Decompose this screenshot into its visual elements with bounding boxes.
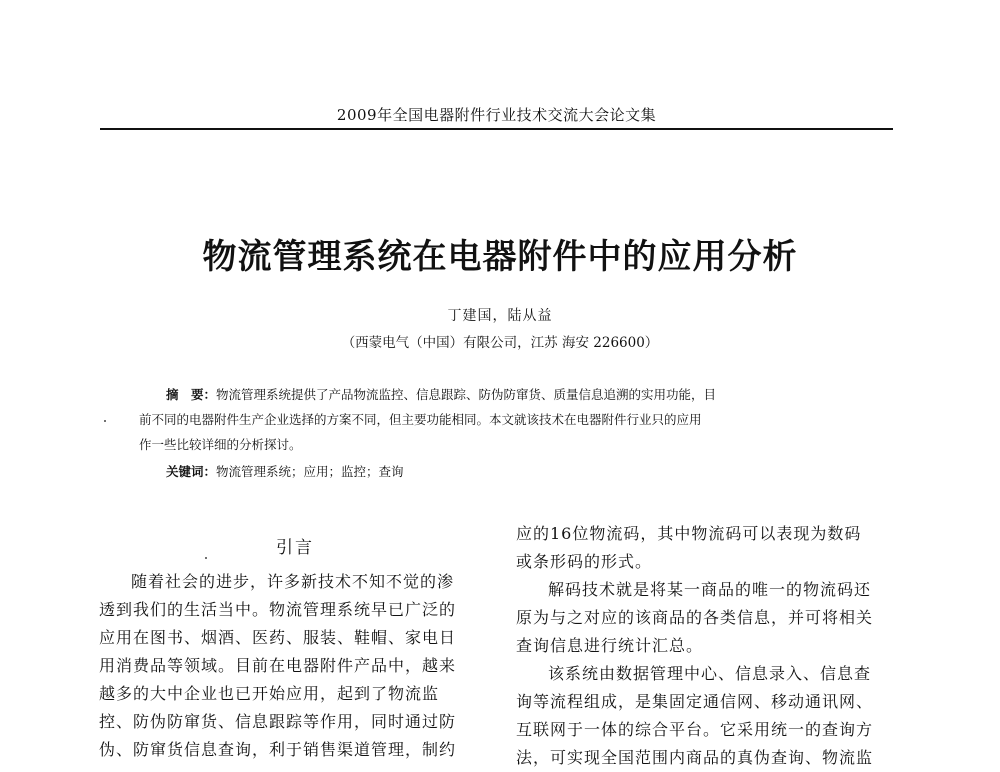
body-line: 解码技术就是将某一商品的唯一的物流码还 [548,580,872,599]
abstract-block [139,382,879,457]
header-rule [100,128,893,130]
body-line: 该系统由数据管理中心、信息录入、信息查 [548,664,872,683]
right-column-body [516,520,906,772]
section-heading-introduction: 引言 [276,538,314,558]
keywords-line [166,462,404,480]
body-line: 越多的大中企业也已开始应用，起到了物流监 [99,684,440,703]
abstract-line: 作一些比较详细的分析探讨。 [139,437,302,452]
abstract-label: 摘 要： [166,387,217,402]
body-line: 询等流程组成，是集固定通信网、移动通讯网、 [516,692,874,711]
left-column-body [99,568,491,764]
body-line: 或条形码的形式。 [516,552,653,571]
abstract-line: 前不同的电器附件生产企业选择的方案不同，但主要功能相同。本文就该技术在电器附件行业只的应用 [139,412,702,427]
keywords-text: 物流管理系统；应用；监控；查询 [216,464,404,479]
body-line: 伪、防窜货信息查询，利于销售渠道管理，制约 [99,740,457,759]
body-line: 用消费品等领域。目前在电器附件产品中，越来 [99,656,457,675]
scan-speck [104,420,106,422]
body-line: 法，可实现全国范围内商品的真伪查询、物流监 [516,748,874,767]
proceedings-header-title: 2009年全国电器附件行业技术交流大会论文集 [336,106,657,124]
keywords-label: 关键词： [166,464,217,479]
body-line: 互联网于一体的综合平台。它采用统一的查询方 [516,720,874,739]
body-line: 控、防伪防窜货、信息跟踪等作用，同时通过防 [99,712,457,731]
body-line: 原为与之对应的该商品的各类信息，并可将相关 [516,608,874,627]
body-line: 应的16位物流码，其中物流码可以表现为数码 [516,524,862,543]
scan-speck [205,557,207,559]
paper-authors: 丁建国，陆从益 [447,308,553,324]
paper-affiliation: （西蒙电气（中国）有限公司，江苏 海安 226600） [341,335,659,351]
body-line: 应用在图书、烟酒、医药、服装、鞋帽、家电日 [99,628,457,647]
abstract-line [139,382,879,407]
abstract-text: 物流管理系统提供了产品物流监控、信息跟踪、防伪防窜货、质量信息追溯的实用功能，目 [216,387,717,402]
paper-title: 物流管理系统在电器附件中的应用分析 [202,237,798,277]
body-line: 随着社会的进步，许多新技术不知不觉的渗 [131,572,455,591]
body-line: 透到我们的生活当中。物流管理系统早已广泛的 [99,600,457,619]
body-line: 查询信息进行统计汇总。 [516,636,704,655]
